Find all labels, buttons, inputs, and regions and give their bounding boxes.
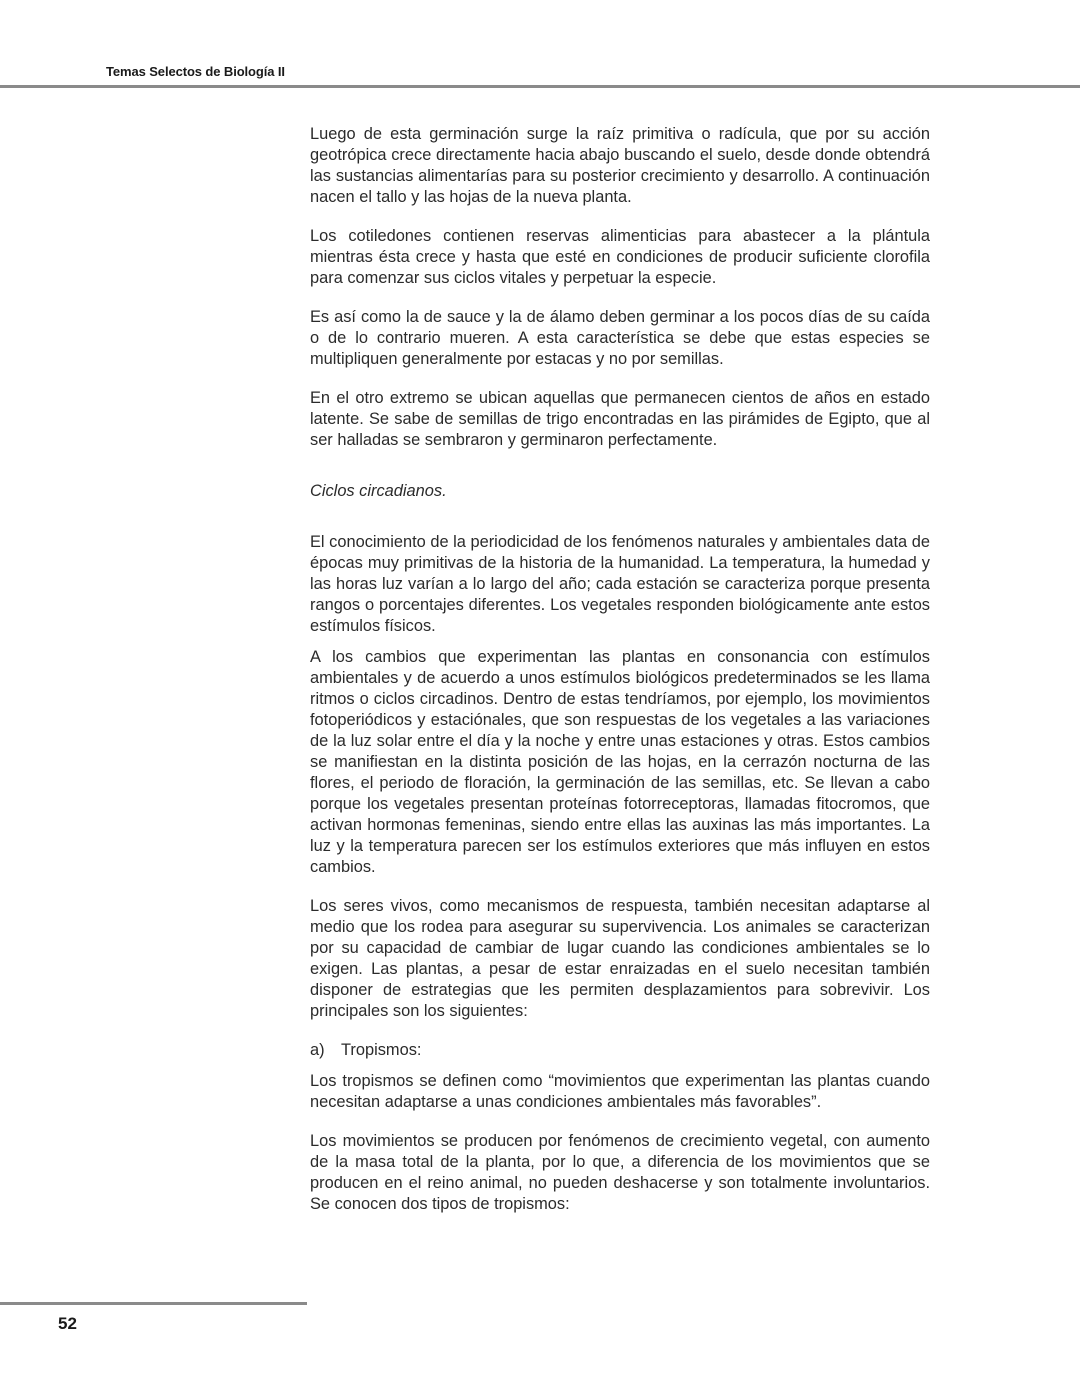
paragraph-cotyledons: Los cotiledones contienen reservas alimenticias para abastecer a la plántula mientras ésta crece y hasta que esté en condiciones de producir suficiente clorofila para comenzar sus ciclos vitales y perpetuar la especie.	[310, 227, 930, 287]
list-marker: a)	[310, 1041, 325, 1059]
footer-divider	[0, 1302, 307, 1305]
header-divider	[0, 85, 1080, 88]
paragraph-tropism-movements: Los movimientos se producen por fenómenos de crecimiento vegetal, con aumento de la masa total de la planta, por lo que, a diferencia de los movimientos que se producen en el reino animal, no pueden deshacerse y son totalmente involuntarios. Se conocen dos tipos de tropismos:	[310, 1132, 930, 1213]
running-header: Temas Selectos de Biología II	[106, 64, 285, 79]
paragraph-willow-poplar: Es así como la de sauce y la de álamo deben germinar a los pocos días de su caída o de lo contrario mueren. A esta característica se debe que estas especies se multipliquen generalmente por estacas y no por semillas.	[310, 308, 930, 368]
page-body	[310, 124, 930, 1215]
section-heading: Ciclos circadianos.	[310, 482, 447, 500]
paragraph-adaptation: Los seres vivos, como mecanismos de respuesta, también necesitan adaptarse al medio que los rodea para asegurar su supervivencia. Los animales se caracterizan por su capacidad de cambiar de lugar cuando las condiciones ambientales se lo exigen. Las plantas, a pesar de estar enraizadas en el suelo necesitan también disponer de estrategias que les permiten desplazamientos para sobrevivir. Los principales son los siguientes:	[310, 897, 930, 1020]
paragraph-latent-seeds: En el otro extremo se ubican aquellas que permanecen cientos de años en estado latente. Se sabe de semillas de trigo encontradas en las pirámides de Egipto, que al ser halladas se sembraron y germinaron perfectamente.	[310, 389, 930, 449]
paragraph-periodicity: El conocimiento de la periodicidad de los fenómenos naturales y ambientales data de épocas muy primitivas de la historia de la humanidad. La temperatura, la humedad y las horas luz varían a lo largo del año; cada estación se caracteriza porque presenta rangos o porcentajes diferentes. Los vegetales responden biológicamente ante estos estímulos físicos.	[310, 533, 930, 635]
page-number: 52	[58, 1314, 77, 1333]
paragraph-germination: Luego de esta germinación surge la raíz primitiva o radícula, que por su acción geotrópica crece directamente hacia abajo buscando el suelo, desde donde obtendrá las sustancias alimentarías para su posterior crecimiento y desarrollo. A continuación nacen el tallo y las hojas de la nueva planta.	[310, 125, 930, 206]
list-item-label: Tropismos:	[341, 1041, 422, 1059]
paragraph-tropism-definition: Los tropismos se definen como “movimientos que experimentan las plantas cuando necesitan adaptarse a unas condiciones ambientales más favorables”.	[310, 1072, 930, 1111]
paragraph-circadian-rhythms: A los cambios que experimentan las plantas en consonancia con estímulos ambientales y de acuerdo a unos estímulos biológicos predeterminados se les llama ritmos o ciclos circadinos. Dentro de estas tendríamos, por ejemplo, los movimientos fotoperiódicos y estaciónales, que son respuestas de los vegetales a las variaciones de la luz solar entre el día y la noche y entre unas estaciones y otras. Estos cambios se manifiestan en la distinta posición de las hojas, en la cerrazón nocturna de las flores, el periodo de floración, la germinación de las semillas, etc. Se llevan a cabo porque los vegetales presentan proteínas fotorreceptoras, llamadas fitocromos, que activan hormonas femeninas, siendo entre ellas las auxinas las más importantes. La luz y la temperatura parecen ser los estímulos exteriores que más influyen en estos cambios.	[310, 648, 930, 876]
list-item-tropisms	[310, 1040, 930, 1061]
